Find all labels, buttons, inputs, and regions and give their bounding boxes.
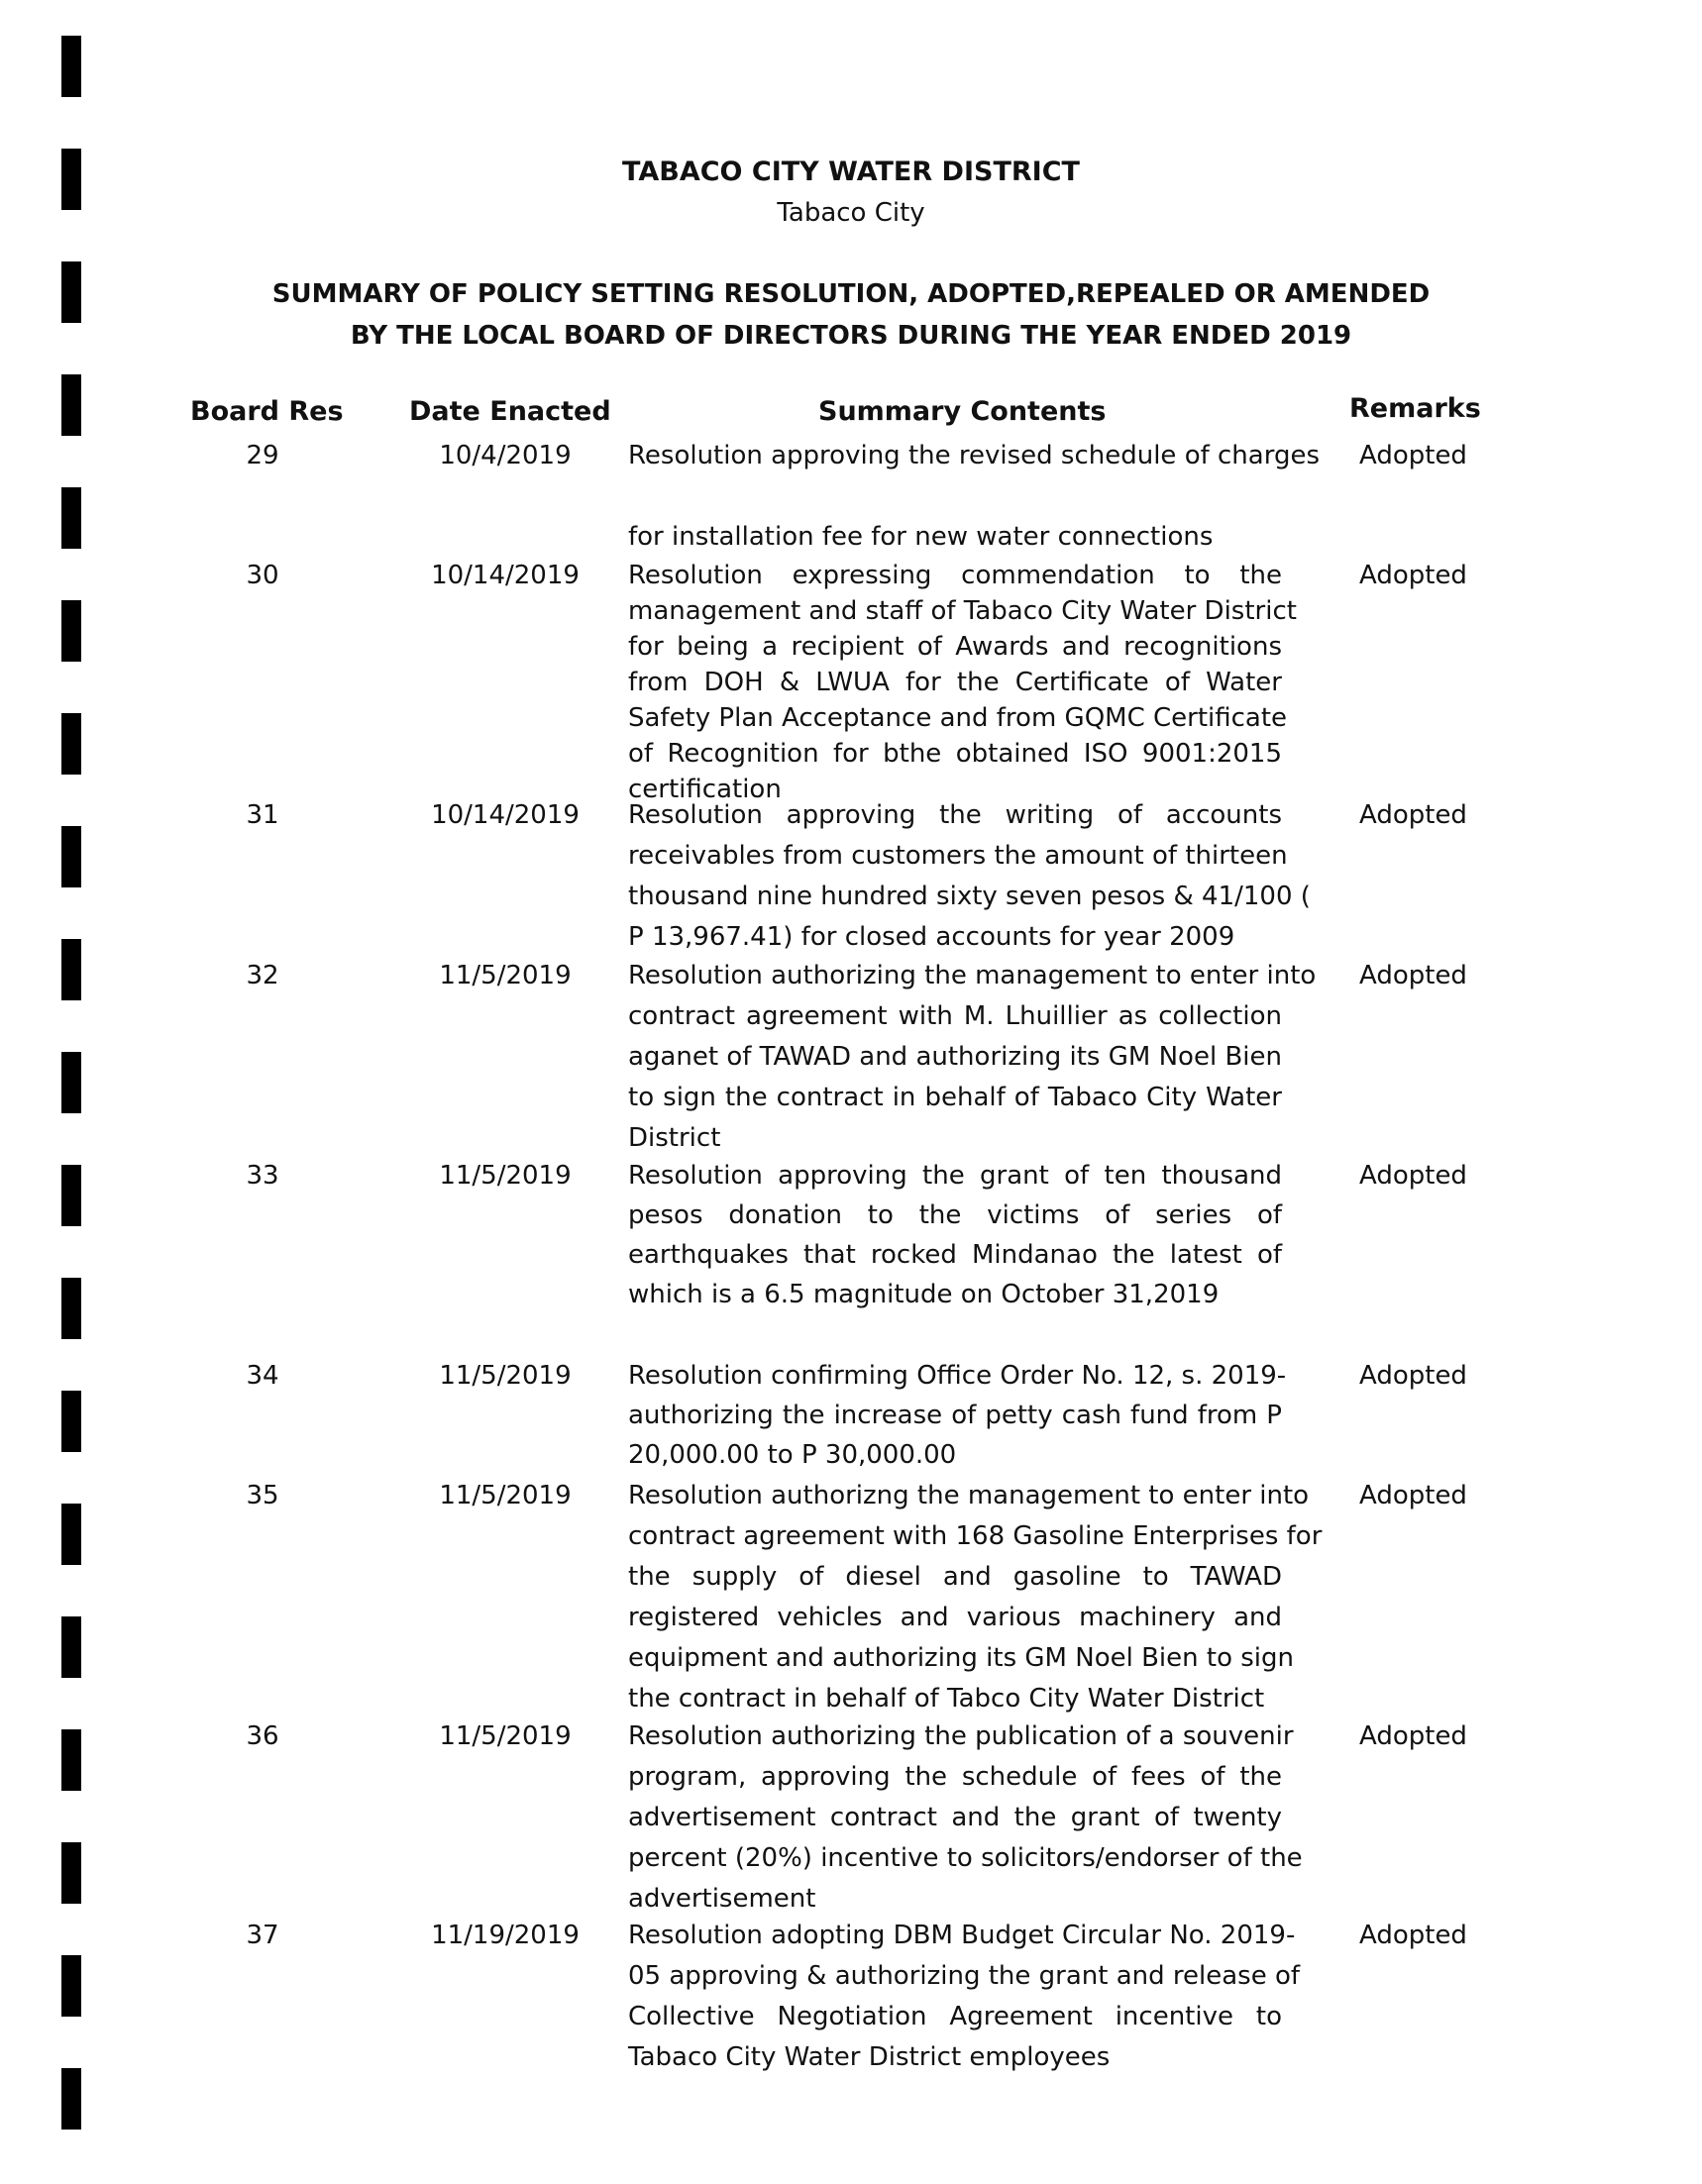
remarks-status: Adopted xyxy=(1359,1721,1467,1751)
summary-line: for installation fee for new water connections xyxy=(628,522,1214,552)
summary-line: P 13,967.41) for closed accounts for year 2009 xyxy=(628,922,1235,952)
document-title-line-2: BY THE LOCAL BOARD OF DIRECTORS DURING THE YEAR ENDED 2019 xyxy=(350,321,1352,351)
board-res-number: 30 xyxy=(246,561,279,590)
summary-line: from DOH & LWUA for the Certificate of Water xyxy=(628,668,1282,697)
summary-line: 05 approving & authorizing the grant and release of xyxy=(628,1961,1301,1991)
summary-line: Resolution authorizng the management to enter into xyxy=(628,1481,1310,1510)
summary-line: Resolution expressing commendation to the xyxy=(628,561,1282,590)
summary-line: District xyxy=(628,1123,721,1153)
summary-line: advertisement xyxy=(628,1884,816,1914)
summary-contents xyxy=(628,1356,1287,1475)
summary-contents xyxy=(628,1716,1303,1920)
scan-mark xyxy=(61,1842,81,1904)
scan-mark xyxy=(61,36,81,97)
remarks-status: Adopted xyxy=(1359,1161,1467,1191)
scan-mark xyxy=(61,1955,81,2017)
board-res-number: 33 xyxy=(246,1161,279,1191)
summary-contents xyxy=(628,795,1311,958)
summary-line: program, approving the schedule of fees of the xyxy=(628,1762,1282,1792)
scan-mark xyxy=(61,600,81,662)
summary-line: Safety Plan Acceptance and from GQMC Certificate xyxy=(628,703,1288,733)
date-enacted: 11/5/2019 xyxy=(439,1361,572,1391)
date-enacted: 11/5/2019 xyxy=(439,1481,572,1510)
board-res-number: 32 xyxy=(246,961,279,990)
summary-contents xyxy=(628,436,1321,558)
date-enacted: 11/19/2019 xyxy=(431,1921,580,1950)
summary-line: the supply of diesel and gasoline to TAWAD xyxy=(628,1562,1282,1592)
scan-mark xyxy=(61,374,81,436)
remarks-status: Adopted xyxy=(1359,1361,1467,1391)
scan-mark xyxy=(61,826,81,887)
remarks-status: Adopted xyxy=(1359,1481,1467,1510)
summary-line: of Recognition for bthe obtained ISO 9001:2015 xyxy=(628,739,1282,769)
summary-contents xyxy=(628,1476,1323,1719)
column-header-date-enacted: Date Enacted xyxy=(409,396,611,427)
summary-line: aganet of TAWAD and authorizing its GM Noel Bien xyxy=(628,1042,1282,1072)
summary-line: management and staff of Tabaco City Water District xyxy=(628,596,1297,626)
summary-line: Resolution authorizing the publication of a souvenir xyxy=(628,1721,1294,1751)
scan-mark xyxy=(61,1729,81,1791)
scan-mark xyxy=(61,939,81,1000)
remarks-status: Adopted xyxy=(1359,1921,1467,1950)
board-res-number: 35 xyxy=(246,1481,279,1510)
summary-line: the contract in behalf of Tabco City Water District xyxy=(628,1684,1265,1714)
summary-line: percent (20%) incentive to solicitors/endorser of the xyxy=(628,1843,1303,1873)
summary-line xyxy=(628,476,1282,517)
date-enacted: 10/14/2019 xyxy=(431,800,580,830)
date-enacted: 11/5/2019 xyxy=(439,961,572,990)
summary-line: receivables from customers the amount of thirteen xyxy=(628,841,1288,871)
scan-mark xyxy=(61,1616,81,1678)
date-enacted: 10/4/2019 xyxy=(439,441,572,470)
organization-name: TABACO CITY WATER DISTRICT xyxy=(622,156,1080,187)
summary-line: for being a recipient of Awards and recognitions xyxy=(628,632,1282,662)
scan-mark xyxy=(61,1504,81,1565)
organization-city: Tabaco City xyxy=(777,198,925,228)
remarks-status: Adopted xyxy=(1359,800,1467,830)
board-res-number: 36 xyxy=(246,1721,279,1751)
board-res-number: 37 xyxy=(246,1921,279,1950)
summary-contents xyxy=(628,558,1297,807)
summary-line: Resolution approving the writing of accounts xyxy=(628,800,1282,830)
summary-line: equipment and authorizing its GM Noel Bien to sign xyxy=(628,1643,1295,1673)
remarks-status: Adopted xyxy=(1359,961,1467,990)
board-res-number: 31 xyxy=(246,800,279,830)
board-res-number: 34 xyxy=(246,1361,279,1391)
summary-line: registered vehicles and various machinery and xyxy=(628,1603,1282,1632)
scan-mark xyxy=(61,487,81,549)
summary-line: Resolution approving the revised schedule of charges xyxy=(628,441,1321,470)
summary-line: pesos donation to the victims of series of xyxy=(628,1200,1282,1230)
scan-mark xyxy=(61,1391,81,1452)
scan-mark xyxy=(61,1052,81,1113)
board-res-number: 29 xyxy=(246,441,279,470)
summary-line: authorizing the increase of petty cash fund from P xyxy=(628,1401,1282,1430)
summary-contents xyxy=(628,1156,1282,1314)
summary-line: Resolution adopting DBM Budget Circular No. 2019- xyxy=(628,1921,1296,1950)
date-enacted: 11/5/2019 xyxy=(439,1161,572,1191)
summary-line: Resolution approving the grant of ten thousand xyxy=(628,1161,1282,1191)
summary-line: thousand nine hundred sixty seven pesos & 41/100 ( xyxy=(628,882,1311,911)
summary-line: which is a 6.5 magnitude on October 31,2019 xyxy=(628,1280,1220,1309)
summary-line: Tabaco City Water District employees xyxy=(628,2042,1111,2072)
summary-line: Resolution authorizing the management to enter into xyxy=(628,961,1317,990)
summary-line: certification xyxy=(628,775,782,804)
column-header-remarks: Remarks xyxy=(1349,393,1481,424)
summary-line: earthquakes that rocked Mindanao the latest of xyxy=(628,1240,1282,1270)
summary-line: advertisement contract and the grant of twenty xyxy=(628,1803,1282,1832)
remarks-status: Adopted xyxy=(1359,441,1467,470)
summary-line: 20,000.00 to P 30,000.00 xyxy=(628,1440,957,1470)
summary-contents xyxy=(628,1916,1301,2078)
remarks-status: Adopted xyxy=(1359,561,1467,590)
summary-line: Collective Negotiation Agreement incentive to xyxy=(628,2002,1282,2031)
summary-line: Resolution confirming Office Order No. 12, s. 2019- xyxy=(628,1361,1287,1391)
column-header-board-res: Board Res xyxy=(190,396,344,427)
scan-mark xyxy=(61,2068,81,2130)
summary-line: contract agreement with M. Lhuillier as collection xyxy=(628,1001,1282,1031)
date-enacted: 10/14/2019 xyxy=(431,561,580,590)
summary-contents xyxy=(628,956,1317,1159)
summary-line: to sign the contract in behalf of Tabaco City Water xyxy=(628,1083,1282,1112)
document-title-line-1: SUMMARY OF POLICY SETTING RESOLUTION, ADOPTED,REPEALED OR AMENDED xyxy=(271,279,1431,309)
scan-mark xyxy=(61,1165,81,1226)
scan-mark xyxy=(61,713,81,775)
summary-line: contract agreement with 168 Gasoline Enterprises for xyxy=(628,1521,1323,1551)
scan-mark xyxy=(61,1278,81,1339)
column-header-summary-contents: Summary Contents xyxy=(818,396,1107,427)
date-enacted: 11/5/2019 xyxy=(439,1721,572,1751)
